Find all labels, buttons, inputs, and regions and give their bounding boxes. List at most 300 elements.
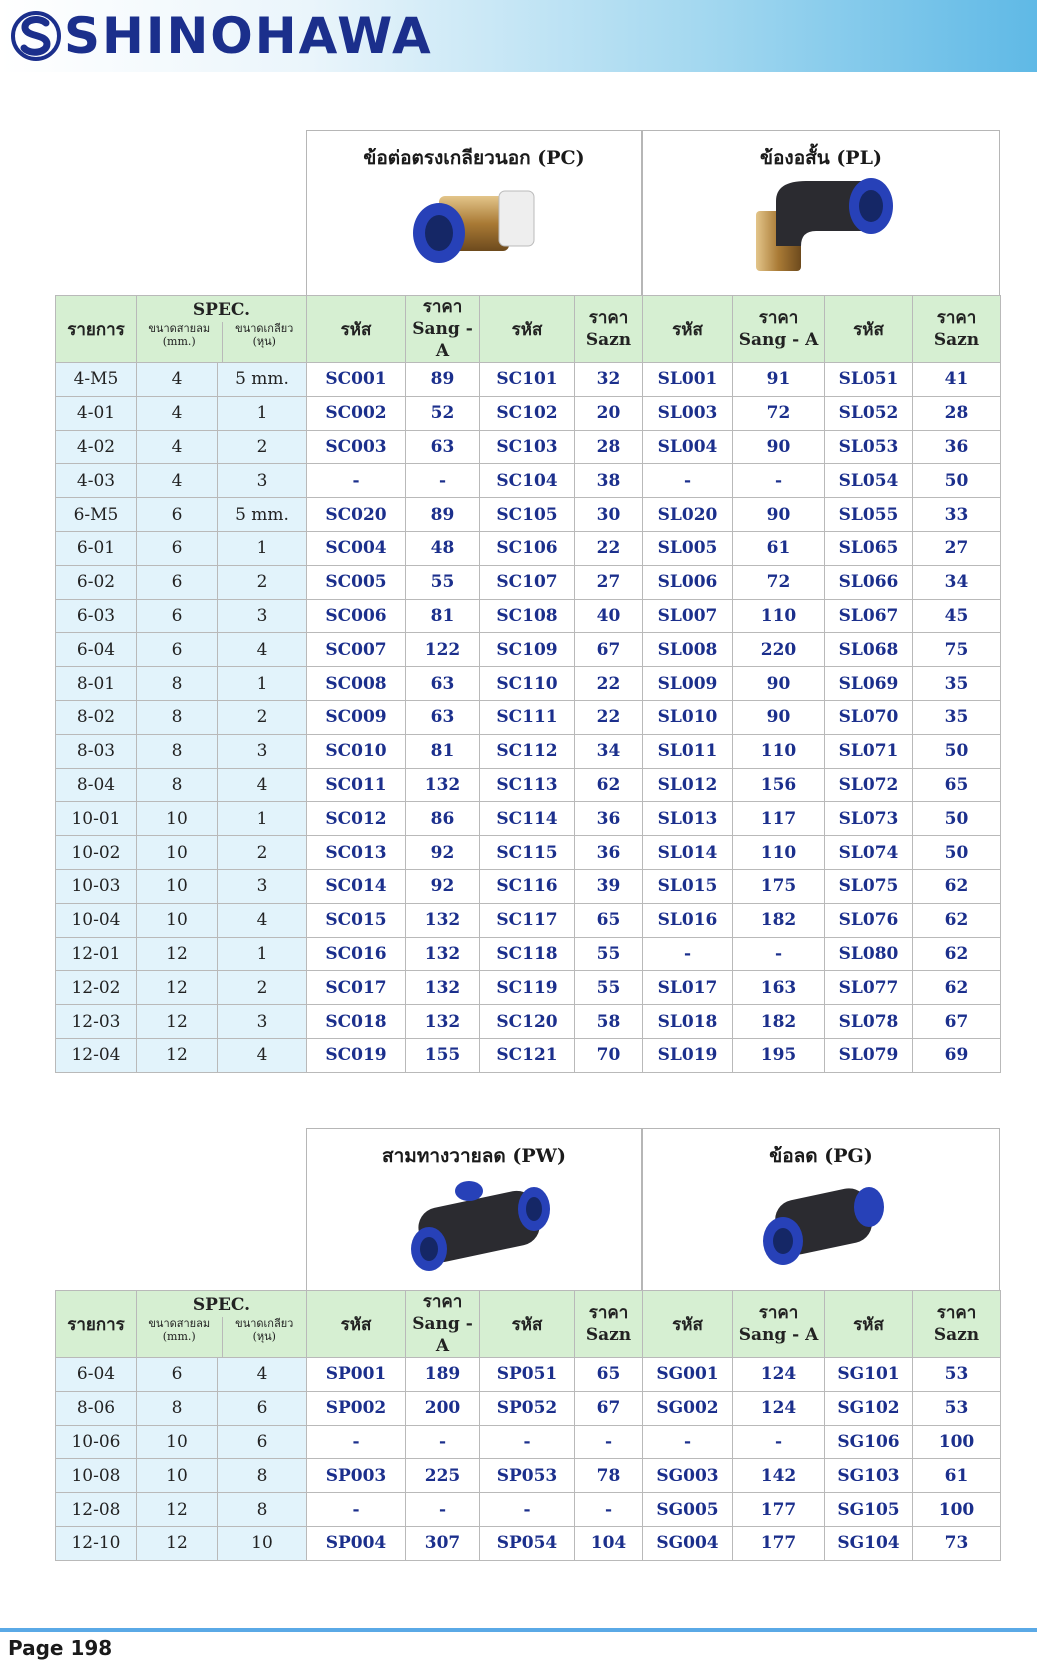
cell-price-a-right: 142	[733, 1459, 825, 1493]
product-title-pg: ข้อลด (PG)	[769, 1145, 873, 1167]
product-title-pc: ข้อต่อตรงเกลียวนอก (PC)	[363, 147, 585, 169]
cell-price-sazn-right: 62	[913, 869, 1001, 903]
cell-code-sazn-left: SC119	[480, 971, 575, 1005]
cell-code-a-left: SC017	[307, 971, 406, 1005]
cell-price-a-right: 90	[733, 498, 825, 532]
cell-price-sazn-right: 36	[913, 430, 1001, 464]
table-row	[56, 464, 1001, 498]
cell-code-sazn-right: SL053	[825, 430, 913, 464]
cell-price-a-left: -	[406, 1493, 480, 1527]
cell-price-a-right: 163	[733, 971, 825, 1005]
col-item-header: รายการ	[56, 296, 137, 363]
table-row	[56, 363, 1001, 397]
col-price-a-pw: ราคา Sang - A	[406, 1291, 480, 1358]
cell-price-sazn-right: 69	[913, 1038, 1001, 1072]
cell-price-sazn-left: 39	[575, 869, 643, 903]
cell-price-a-right: 91	[733, 363, 825, 397]
cell-price-a-left: 63	[406, 667, 480, 701]
cell-code-a-right: SL008	[643, 633, 733, 667]
cell-code-a-left: SC019	[307, 1038, 406, 1072]
cell-code-a-left: SC016	[307, 937, 406, 971]
cell-price-a-right: 117	[733, 802, 825, 836]
cell-code-a-left: SP003	[307, 1459, 406, 1493]
cell-code-a-right: SG005	[643, 1493, 733, 1527]
cell-code-a-left: SC005	[307, 565, 406, 599]
cell-price-a-left: 89	[406, 498, 480, 532]
cell-thread-size: 2	[218, 700, 307, 734]
reducer-fitting-image	[741, 1169, 901, 1279]
cell-item: 8-06	[56, 1391, 137, 1425]
cell-code-sazn-right: SL066	[825, 565, 913, 599]
cell-price-a-right: -	[733, 937, 825, 971]
cell-code-sazn-right: SL068	[825, 633, 913, 667]
cell-price-a-right: 61	[733, 531, 825, 565]
table-row	[56, 869, 1001, 903]
table-row	[56, 565, 1001, 599]
table-row	[56, 971, 1001, 1005]
cell-price-sazn-right: 50	[913, 836, 1001, 870]
cell-code-a-left: SC004	[307, 531, 406, 565]
cell-price-sazn-left: -	[575, 1425, 643, 1459]
col-code-sazn-pc: รหัส	[480, 296, 575, 363]
cell-price-a-left: 63	[406, 430, 480, 464]
cell-code-a-right: SL018	[643, 1005, 733, 1039]
cell-price-sazn-right: 50	[913, 802, 1001, 836]
cell-price-sazn-left: 22	[575, 531, 643, 565]
cell-price-sazn-left: 65	[575, 903, 643, 937]
cell-thread-size: 2	[218, 565, 307, 599]
cell-code-a-right: SL014	[643, 836, 733, 870]
cell-price-a-right: 177	[733, 1493, 825, 1527]
cell-item: 8-04	[56, 768, 137, 802]
cell-code-sazn-right: SL079	[825, 1038, 913, 1072]
cell-code-a-left: SP002	[307, 1391, 406, 1425]
cell-hose-size: 6	[137, 498, 218, 532]
spec-title: SPEC.	[192, 1295, 251, 1315]
cell-price-sazn-left: 78	[575, 1459, 643, 1493]
cell-item: 4-02	[56, 430, 137, 464]
cell-code-sazn-right: SG105	[825, 1493, 913, 1527]
col-price-sazn-pl: ราคา Sazn	[913, 296, 1001, 363]
cell-code-sazn-left: SC117	[480, 903, 575, 937]
cell-hose-size: 4	[137, 464, 218, 498]
col-code-sazn-pl: รหัส	[825, 296, 913, 363]
cell-hose-size: 10	[137, 802, 218, 836]
cell-hose-size: 6	[137, 599, 218, 633]
cell-code-a-left: -	[307, 1425, 406, 1459]
cell-price-sazn-right: 65	[913, 768, 1001, 802]
cell-thread-size: 3	[218, 599, 307, 633]
cell-item: 10-01	[56, 802, 137, 836]
cell-price-sazn-left: 70	[575, 1038, 643, 1072]
elbow-fitting-image	[736, 171, 906, 281]
cell-hose-size: 6	[137, 565, 218, 599]
cell-hose-size: 4	[137, 396, 218, 430]
col-code-a-pc: รหัส	[307, 296, 406, 363]
table-row	[56, 734, 1001, 768]
cell-thread-size: 1	[218, 802, 307, 836]
cell-price-sazn-left: 30	[575, 498, 643, 532]
product-header-pw	[306, 1128, 642, 1293]
table-row	[56, 498, 1001, 532]
cell-price-sazn-right: 73	[913, 1526, 1001, 1560]
cell-code-sazn-left: SP053	[480, 1459, 575, 1493]
cell-code-sazn-left: SC114	[480, 802, 575, 836]
cell-price-a-left: 200	[406, 1391, 480, 1425]
cell-item: 10-03	[56, 869, 137, 903]
cell-item: 6-M5	[56, 498, 137, 532]
cell-code-sazn-right: SL067	[825, 599, 913, 633]
table2-body	[56, 1358, 1001, 1561]
table2-header-row	[56, 1291, 1001, 1358]
cell-price-a-left: 92	[406, 869, 480, 903]
cell-code-sazn-left: SC106	[480, 531, 575, 565]
cell-code-a-left: SC001	[307, 363, 406, 397]
cell-price-sazn-left: 27	[575, 565, 643, 599]
spec-hose-label: ขนาดสายลม (mm.)	[148, 322, 211, 348]
brand-name: SHINOHAWA	[64, 7, 433, 65]
cell-code-a-right: SL015	[643, 869, 733, 903]
cell-code-a-right: SL001	[643, 363, 733, 397]
cell-price-a-left: 86	[406, 802, 480, 836]
cell-code-a-right: SL003	[643, 396, 733, 430]
cell-code-a-left: SC002	[307, 396, 406, 430]
cell-code-sazn-right: SL074	[825, 836, 913, 870]
header-banner	[0, 0, 1037, 72]
cell-code-sazn-right: SG106	[825, 1425, 913, 1459]
col-price-sazn-pw: ราคา Sazn	[575, 1291, 643, 1358]
cell-price-a-right: 110	[733, 836, 825, 870]
table-row	[56, 1005, 1001, 1039]
cell-code-sazn-right: SL075	[825, 869, 913, 903]
cell-code-sazn-left: -	[480, 1493, 575, 1527]
cell-item: 4-M5	[56, 363, 137, 397]
cell-hose-size: 8	[137, 667, 218, 701]
cell-code-a-left: SC015	[307, 903, 406, 937]
cell-price-sazn-left: 65	[575, 1358, 643, 1392]
col-spec-header	[137, 296, 307, 363]
cell-code-a-left: -	[307, 1493, 406, 1527]
cell-code-a-left: SC011	[307, 768, 406, 802]
cell-code-a-right: SL010	[643, 700, 733, 734]
cell-code-a-right: -	[643, 464, 733, 498]
table-row	[56, 1358, 1001, 1392]
cell-item: 12-04	[56, 1038, 137, 1072]
cell-price-a-right: 156	[733, 768, 825, 802]
cell-price-a-left: 132	[406, 768, 480, 802]
cell-thread-size: 4	[218, 633, 307, 667]
cell-code-a-right: SL007	[643, 599, 733, 633]
table-row	[56, 1526, 1001, 1560]
cell-price-sazn-right: 75	[913, 633, 1001, 667]
cell-code-a-left: SC020	[307, 498, 406, 532]
cell-price-sazn-right: 50	[913, 734, 1001, 768]
cell-price-a-right: 90	[733, 667, 825, 701]
cell-price-sazn-left: 20	[575, 396, 643, 430]
cell-code-a-left: -	[307, 464, 406, 498]
cell-code-sazn-left: SC105	[480, 498, 575, 532]
cell-price-sazn-left: 55	[575, 971, 643, 1005]
cell-code-a-right: SG003	[643, 1459, 733, 1493]
spec-hose-label: ขนาดสายลม (mm.)	[148, 1317, 211, 1343]
cell-code-a-right: SG002	[643, 1391, 733, 1425]
cell-code-sazn-right: SL051	[825, 363, 913, 397]
cell-price-a-right: 90	[733, 430, 825, 464]
cell-price-sazn-right: 28	[913, 396, 1001, 430]
cell-code-sazn-right: SG104	[825, 1526, 913, 1560]
cell-code-sazn-left: SC103	[480, 430, 575, 464]
table2-grid	[55, 1290, 1001, 1561]
cell-code-sazn-right: SL080	[825, 937, 913, 971]
product-title-pw: สามทางวายลด (PW)	[382, 1145, 566, 1167]
cell-thread-size: 5 mm.	[218, 498, 307, 532]
cell-price-a-left: -	[406, 464, 480, 498]
cell-code-a-right: SL011	[643, 734, 733, 768]
cell-item: 6-03	[56, 599, 137, 633]
cell-thread-size: 1	[218, 937, 307, 971]
page-number: Page 198	[8, 1636, 113, 1660]
cell-hose-size: 8	[137, 734, 218, 768]
cell-price-sazn-right: 53	[913, 1391, 1001, 1425]
cell-price-a-right: 124	[733, 1391, 825, 1425]
cell-thread-size: 6	[218, 1391, 307, 1425]
cell-price-sazn-right: 62	[913, 937, 1001, 971]
cell-thread-size: 4	[218, 903, 307, 937]
cell-price-a-right: 195	[733, 1038, 825, 1072]
product-header-pl	[642, 130, 1000, 295]
cell-price-a-right: 177	[733, 1526, 825, 1560]
cell-price-a-left: 132	[406, 971, 480, 1005]
cell-code-a-left: SP001	[307, 1358, 406, 1392]
cell-code-sazn-left: SC107	[480, 565, 575, 599]
cell-price-a-left: 132	[406, 1005, 480, 1039]
table-row	[56, 937, 1001, 971]
cell-code-a-right: SL005	[643, 531, 733, 565]
table-row	[56, 1391, 1001, 1425]
cell-code-a-right: SL016	[643, 903, 733, 937]
cell-code-sazn-left: SP051	[480, 1358, 575, 1392]
cell-price-sazn-right: 45	[913, 599, 1001, 633]
cell-item: 8-01	[56, 667, 137, 701]
cell-price-a-right: -	[733, 1425, 825, 1459]
cell-hose-size: 6	[137, 531, 218, 565]
cell-code-sazn-right: SL076	[825, 903, 913, 937]
cell-price-a-left: 63	[406, 700, 480, 734]
cell-hose-size: 10	[137, 1425, 218, 1459]
cell-thread-size: 3	[218, 1005, 307, 1039]
table-row	[56, 700, 1001, 734]
cell-hose-size: 4	[137, 363, 218, 397]
cell-thread-size: 2	[218, 430, 307, 464]
cell-code-sazn-left: SC120	[480, 1005, 575, 1039]
product-title-pl: ข้องอสั้น (PL)	[760, 147, 882, 169]
cell-hose-size: 6	[137, 633, 218, 667]
col-price-sazn-pg: ราคา Sazn	[913, 1291, 1001, 1358]
cell-code-a-right: SL006	[643, 565, 733, 599]
cell-price-a-left: 132	[406, 937, 480, 971]
cell-hose-size: 12	[137, 937, 218, 971]
cell-item: 6-02	[56, 565, 137, 599]
cell-thread-size: 8	[218, 1493, 307, 1527]
col-code-a-pg: รหัส	[643, 1291, 733, 1358]
cell-price-sazn-left: 62	[575, 768, 643, 802]
table1-grid	[55, 295, 1001, 1073]
cell-thread-size: 4	[218, 1358, 307, 1392]
cell-item: 12-10	[56, 1526, 137, 1560]
product-header-pc	[306, 130, 642, 295]
col-item-header: รายการ	[56, 1291, 137, 1358]
cell-code-sazn-right: SL065	[825, 531, 913, 565]
cell-code-a-right: SL004	[643, 430, 733, 464]
cell-price-sazn-right: 34	[913, 565, 1001, 599]
cell-code-a-left: SC003	[307, 430, 406, 464]
cell-hose-size: 8	[137, 700, 218, 734]
cell-code-sazn-left: SC101	[480, 363, 575, 397]
cell-price-sazn-left: 67	[575, 633, 643, 667]
spec-thread-label: ขนาดเกลียว (หุน)	[222, 1317, 307, 1357]
col-code-a-pl: รหัส	[643, 296, 733, 363]
cell-price-a-left: 225	[406, 1459, 480, 1493]
table-row	[56, 531, 1001, 565]
cell-price-sazn-left: 32	[575, 363, 643, 397]
cell-code-sazn-left: SC111	[480, 700, 575, 734]
cell-price-sazn-right: 61	[913, 1459, 1001, 1493]
cell-price-sazn-right: 62	[913, 903, 1001, 937]
cell-price-a-left: 132	[406, 903, 480, 937]
cell-code-sazn-right: SL069	[825, 667, 913, 701]
cell-price-a-left: 81	[406, 599, 480, 633]
cell-item: 12-08	[56, 1493, 137, 1527]
cell-code-sazn-right: SL077	[825, 971, 913, 1005]
col-price-sazn-pc: ราคา Sazn	[575, 296, 643, 363]
cell-item: 12-01	[56, 937, 137, 971]
cell-item: 10-04	[56, 903, 137, 937]
cell-code-a-left: SP004	[307, 1526, 406, 1560]
table-row	[56, 1459, 1001, 1493]
cell-item: 12-02	[56, 971, 137, 1005]
cell-price-sazn-left: 22	[575, 700, 643, 734]
cell-price-a-right: 182	[733, 1005, 825, 1039]
cell-code-sazn-left: SP054	[480, 1526, 575, 1560]
cell-thread-size: 3	[218, 869, 307, 903]
table-row	[56, 768, 1001, 802]
cell-price-a-left: 307	[406, 1526, 480, 1560]
product-header-pg	[642, 1128, 1000, 1293]
table-row	[56, 633, 1001, 667]
col-spec-header	[137, 1291, 307, 1358]
cell-code-a-right: -	[643, 1425, 733, 1459]
col-code-sazn-pw: รหัส	[480, 1291, 575, 1358]
logo-s-icon	[10, 7, 62, 65]
cell-price-a-right: 182	[733, 903, 825, 937]
cell-price-a-left: 55	[406, 565, 480, 599]
cell-thread-size: 4	[218, 1038, 307, 1072]
cell-price-sazn-left: 58	[575, 1005, 643, 1039]
cell-code-a-right: SG001	[643, 1358, 733, 1392]
cell-code-a-left: SC018	[307, 1005, 406, 1039]
cell-code-a-right: SL013	[643, 802, 733, 836]
cell-code-a-right: SL009	[643, 667, 733, 701]
cell-thread-size: 8	[218, 1459, 307, 1493]
cell-code-a-left: SC006	[307, 599, 406, 633]
cell-hose-size: 10	[137, 903, 218, 937]
cell-hose-size: 8	[137, 768, 218, 802]
cell-price-sazn-left: 67	[575, 1391, 643, 1425]
cell-hose-size: 10	[137, 836, 218, 870]
cell-price-a-left: 189	[406, 1358, 480, 1392]
cell-hose-size: 4	[137, 430, 218, 464]
cell-code-sazn-right: SL055	[825, 498, 913, 532]
cell-code-sazn-left: SC113	[480, 768, 575, 802]
cell-price-sazn-left: 36	[575, 802, 643, 836]
cell-price-a-right: 72	[733, 565, 825, 599]
cell-code-a-left: SC014	[307, 869, 406, 903]
spec-thread-label: ขนาดเกลียว (หุน)	[222, 322, 307, 362]
cell-thread-size: 1	[218, 531, 307, 565]
table-row	[56, 396, 1001, 430]
table-row	[56, 667, 1001, 701]
cell-price-a-right: -	[733, 464, 825, 498]
cell-code-a-left: SC007	[307, 633, 406, 667]
cell-hose-size: 12	[137, 1005, 218, 1039]
table-row	[56, 1038, 1001, 1072]
table1-body	[56, 363, 1001, 1073]
cell-code-sazn-right: SL072	[825, 768, 913, 802]
cell-code-sazn-left: SP052	[480, 1391, 575, 1425]
straight-fitting-image	[399, 171, 549, 281]
y-fitting-image	[389, 1169, 559, 1279]
cell-price-sazn-right: 100	[913, 1425, 1001, 1459]
table1-header-row	[56, 296, 1001, 363]
cell-price-a-right: 124	[733, 1358, 825, 1392]
cell-hose-size: 12	[137, 1493, 218, 1527]
cell-price-sazn-right: 41	[913, 363, 1001, 397]
col-price-a-pc: ราคา Sang - A	[406, 296, 480, 363]
cell-hose-size: 12	[137, 1526, 218, 1560]
cell-thread-size: 4	[218, 768, 307, 802]
cell-code-a-right: SL020	[643, 498, 733, 532]
brand-logo	[10, 6, 433, 66]
cell-thread-size: 3	[218, 464, 307, 498]
cell-price-a-left: 155	[406, 1038, 480, 1072]
cell-code-a-left: SC008	[307, 667, 406, 701]
cell-price-sazn-left: 40	[575, 599, 643, 633]
cell-thread-size: 2	[218, 971, 307, 1005]
cell-code-sazn-right: SL073	[825, 802, 913, 836]
cell-code-sazn-left: SC110	[480, 667, 575, 701]
cell-price-sazn-right: 62	[913, 971, 1001, 1005]
cell-price-a-left: 122	[406, 633, 480, 667]
cell-code-sazn-left: SC109	[480, 633, 575, 667]
table-row	[56, 430, 1001, 464]
cell-price-a-right: 110	[733, 734, 825, 768]
cell-item: 6-01	[56, 531, 137, 565]
col-price-a-pl: ราคา Sang - A	[733, 296, 825, 363]
cell-code-sazn-right: SG102	[825, 1391, 913, 1425]
col-code-sazn-pg: รหัส	[825, 1291, 913, 1358]
cell-code-sazn-left: SC115	[480, 836, 575, 870]
cell-code-sazn-left: -	[480, 1425, 575, 1459]
cell-price-sazn-left: 55	[575, 937, 643, 971]
cell-code-sazn-right: SL070	[825, 700, 913, 734]
cell-price-a-right: 110	[733, 599, 825, 633]
cell-thread-size: 10	[218, 1526, 307, 1560]
cell-price-a-right: 220	[733, 633, 825, 667]
cell-price-sazn-right: 100	[913, 1493, 1001, 1527]
cell-code-sazn-left: SC108	[480, 599, 575, 633]
table-row	[56, 802, 1001, 836]
cell-code-a-right: SL019	[643, 1038, 733, 1072]
